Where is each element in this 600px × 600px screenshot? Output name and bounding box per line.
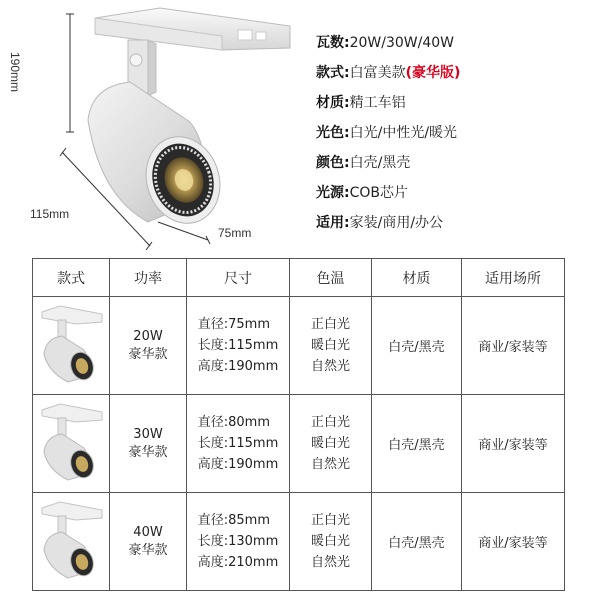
table-header-row (33, 259, 565, 297)
temp-value: 正白光 (310, 317, 350, 332)
header-usage: 适用场所 (462, 259, 565, 297)
header-style: 款式 (33, 259, 110, 297)
temp-value: 暖白光 (310, 436, 350, 451)
product-thumbnail (33, 493, 110, 591)
product-illustration (0, 0, 310, 250)
spec-value: 白壳/黑壳 (349, 155, 411, 171)
spec-row-light-color (316, 118, 596, 148)
usage-cell: 商业/家装等 (462, 493, 565, 591)
spec-row-color (316, 148, 596, 178)
spec-value: 20W/30W/40W (349, 35, 455, 51)
diameter-value: 直径:85mm (197, 513, 270, 528)
length-value: 长度:115mm (197, 338, 279, 353)
table-row (33, 297, 565, 395)
temp-value: 正白光 (310, 513, 350, 528)
color-temp-cell (290, 493, 372, 591)
size-cell (187, 493, 290, 591)
spec-value: 白富美款 (349, 65, 406, 81)
spec-key: 材质: (316, 95, 350, 111)
temp-value: 自然光 (310, 555, 350, 570)
temp-value: 自然光 (310, 359, 350, 374)
product-thumbnail (33, 395, 110, 493)
length-value: 长度:115mm (197, 436, 279, 451)
usage-cell: 商业/家装等 (462, 297, 565, 395)
usage-cell: 商业/家装等 (462, 395, 565, 493)
power-value: 30W (133, 426, 163, 442)
spec-key: 瓦数: (316, 35, 350, 51)
spec-value: COB芯片 (349, 185, 409, 201)
temp-value: 自然光 (310, 457, 350, 472)
spec-value: 白光/中性光/暖光 (349, 125, 458, 141)
spec-row-wattage (316, 28, 596, 58)
power-model-cell (110, 395, 187, 493)
spec-value: 精工车铝 (349, 95, 406, 111)
spec-row-style (316, 58, 596, 88)
header-material: 材质 (372, 259, 462, 297)
color-temp-cell (290, 297, 372, 395)
header-size: 尺寸 (187, 259, 290, 297)
spec-key: 光源: (316, 185, 350, 201)
temp-value: 暖白光 (310, 338, 350, 353)
spec-key: 光色: (316, 125, 350, 141)
size-cell (187, 395, 290, 493)
power-model-cell (110, 493, 187, 591)
spec-value: 家装/商用/办公 (349, 215, 444, 231)
height-value: 高度:190mm (197, 457, 279, 472)
color-temp-cell (290, 395, 372, 493)
height-value: 高度:190mm (197, 359, 279, 374)
size-cell (187, 297, 290, 395)
track-adapter (95, 8, 290, 50)
width-dimension-label: 115mm (30, 207, 70, 221)
lamp-thumbnail-image (36, 400, 106, 484)
material-cell: 白壳/黑壳 (372, 297, 462, 395)
material-cell: 白壳/黑壳 (372, 493, 462, 591)
lamp-cylinder (88, 82, 231, 233)
temp-value: 暖白光 (310, 534, 350, 549)
model-value: 豪华款 (128, 444, 168, 460)
lamp-thumbnail-image (36, 302, 106, 386)
table-row (33, 395, 565, 493)
height-dimension-label: 190mm (8, 52, 22, 93)
temp-value: 正白光 (310, 415, 350, 430)
lamp-thumbnail-image (36, 498, 106, 582)
model-value: 豪华款 (128, 346, 168, 362)
spec-row-light-source (316, 178, 596, 208)
spec-key: 颜色: (316, 155, 350, 171)
header-power: 功率 (110, 259, 187, 297)
diameter-value: 直径:75mm (197, 317, 270, 332)
power-value: 40W (133, 524, 163, 540)
spec-row-application (316, 208, 596, 238)
length-value: 长度:130mm (197, 534, 279, 549)
spec-highlight: (豪华版) (405, 65, 461, 81)
power-value: 20W (133, 328, 163, 344)
model-value: 豪华款 (128, 542, 168, 558)
diameter-value: 直径:80mm (197, 415, 270, 430)
spec-row-material (316, 88, 596, 118)
product-thumbnail (33, 297, 110, 395)
height-value: 高度:210mm (197, 555, 279, 570)
spec-key: 适用: (316, 215, 350, 231)
spec-list (316, 28, 596, 238)
material-cell: 白壳/黑壳 (372, 395, 462, 493)
spec-table (32, 258, 565, 591)
header-color-temp: 色温 (290, 259, 372, 297)
spec-key: 款式: (316, 65, 350, 81)
depth-dimension-label: 75mm (218, 226, 252, 240)
power-model-cell (110, 297, 187, 395)
table-row (33, 493, 565, 591)
